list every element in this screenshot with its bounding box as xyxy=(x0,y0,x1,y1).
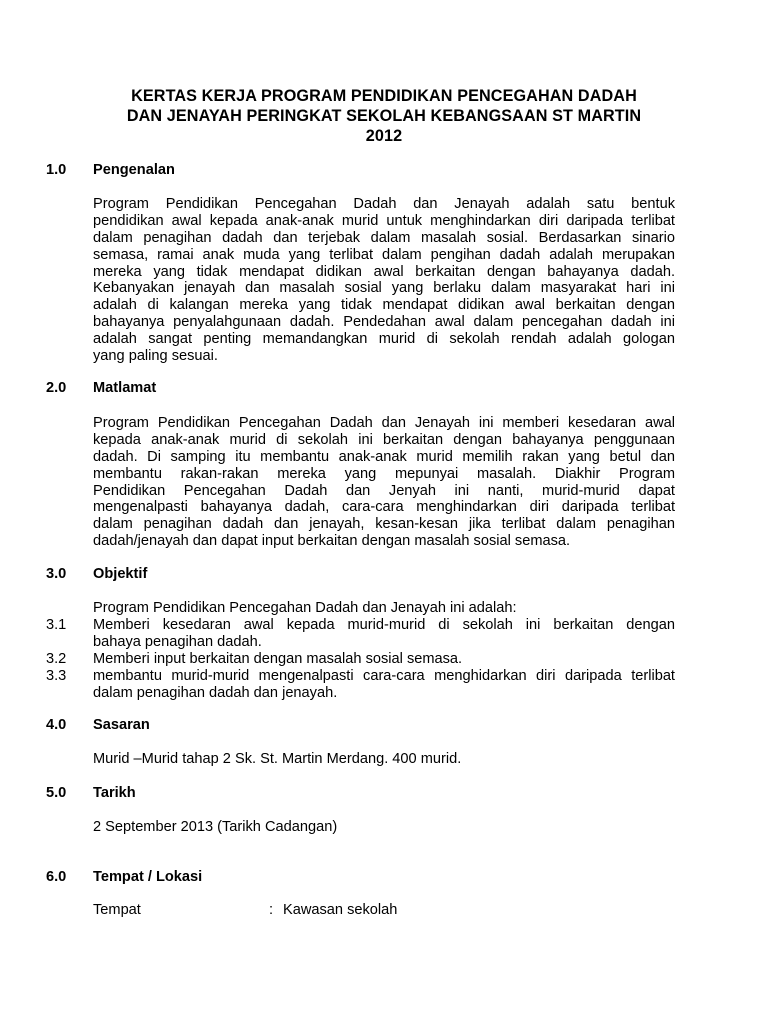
section-title: Sasaran xyxy=(93,717,150,733)
paragraph-line: dalam penagihan dadah dan jenayah, kesan-kesan jika terlibat dalam penagihan xyxy=(93,516,675,533)
paragraph-line: dadah/jenayah dan dapat input berkaitan dengan masalah sosial semasa. xyxy=(93,533,571,550)
section-number: 2.0 xyxy=(46,380,67,396)
objective-line: Memberi kesedaran awal kepada murid-murid di sekolah ini berkaitan dengan xyxy=(93,617,675,633)
paragraph-line: adalah di kalangan mereka yang tidak mendapat didikan awal berkaitan dengan xyxy=(93,297,675,314)
section-title: Tempat / Lokasi xyxy=(93,869,203,885)
paragraph-line: yang paling sesuai. xyxy=(93,348,218,365)
title-line-2: DAN JENAYAH PERINGKAT SEKOLAH KEBANGSAAN ST MARTIN xyxy=(126,107,642,125)
paragraph-line: membantu rakan-rakan mereka yang mepunyai masalah. Diakhir Program xyxy=(93,465,675,482)
objective-number: 3.2 xyxy=(46,651,67,667)
section-title: Pengenalan xyxy=(93,162,175,178)
objective-intro: Program Pendidikan Pencegahan Dadah dan Jenayah ini adalah: xyxy=(93,600,517,616)
section-title: Objektif xyxy=(93,566,148,582)
objective-line: Memberi input berkaitan dengan masalah sosial semasa. xyxy=(93,651,463,667)
objective-line: membantu murid-murid mengenalpasti cara-cara menghidarkan diri daripada terlibat xyxy=(93,668,675,684)
section-number: 6.0 xyxy=(46,869,67,885)
section-number: 5.0 xyxy=(46,785,67,801)
paragraph-line: Program Pendidikan Pencegahan Dadah dan Jenayah adalah satu bentuk xyxy=(93,196,675,212)
target-text: Murid –Murid tahap 2 Sk. St. Martin Merdang. 400 murid. xyxy=(93,751,462,767)
paragraph-line: pendidikan awal kepada anak-anak murid untuk menghindarkan diri daripada terlibat xyxy=(93,212,675,229)
paragraph-line: kepada anak-anak murid di sekolah ini berkaitan dengan bahayanya penggunaan xyxy=(93,431,675,448)
paragraph-line: dadah. Di samping itu membantu anak-anak murid memilih rakan yang betul dan xyxy=(93,448,675,465)
document-title xyxy=(92,86,676,146)
objective-number: 3.3 xyxy=(46,668,67,684)
section-6-heading xyxy=(46,869,676,886)
location-value: Kawasan sekolah xyxy=(283,902,398,918)
paragraph-line: Pendidikan Pencegahan Dadah dan Jenyah ini nanti, murid-murid dapat xyxy=(93,482,675,499)
objective-number: 3.1 xyxy=(46,617,67,633)
section-5-heading xyxy=(46,785,676,802)
section-number: 3.0 xyxy=(46,566,67,582)
section-number: 1.0 xyxy=(46,162,67,178)
objective-line: bahaya penagihan dadah. xyxy=(93,633,262,650)
section-2-paragraph xyxy=(93,415,675,550)
objective-line: dalam penagihan dadah dan jenayah. xyxy=(93,684,338,701)
paragraph-line: mengenalpasti bahayanya dadah, cara-cara menghindarkan diri daripada terlibat xyxy=(93,499,675,516)
title-line-1: KERTAS KERJA PROGRAM PENDIDIKAN PENCEGAHAN DADAH xyxy=(131,87,637,105)
section-title: Tarikh xyxy=(93,785,136,801)
paragraph-line: dalam penagihan dadah dan terjebak dalam masalah sosial. Berdasarkan sinario xyxy=(93,229,675,246)
section-4-heading xyxy=(46,717,676,734)
section-1-heading xyxy=(46,162,676,179)
location-label: Tempat xyxy=(93,902,141,918)
paragraph-line: bahayanya penyalahgunaan dadah. Pendedahan awal dalam pencegahan dadah ini xyxy=(93,314,675,331)
paragraph-line: mereka yang tidak mendapat didikan awal berkaitan dengan bahayanya dadah. xyxy=(93,263,675,280)
section-1-paragraph xyxy=(93,196,675,365)
paragraph-line: Program Pendidikan Pencegahan Dadah dan Jenayah ini memberi kesedaran awal xyxy=(93,415,675,431)
location-separator: : xyxy=(269,902,274,918)
section-3-heading xyxy=(46,566,676,583)
paragraph-line: Kebanyakan jenayah dan masalah sosial yang berlaku dalam masyarakat hari ini xyxy=(93,280,675,297)
section-title: Matlamat xyxy=(93,380,157,396)
section-2-heading xyxy=(46,380,676,397)
date-text: 2 September 2013 (Tarikh Cadangan) xyxy=(93,819,338,835)
paragraph-line: adalah sangat penting memandangkan murid di sekolah rendah adalah gologan xyxy=(93,331,675,348)
title-line-3: 2012 xyxy=(365,127,403,145)
section-number: 4.0 xyxy=(46,717,67,733)
paragraph-line: semasa, ramai anak muda yang terlibat dalam pengihan dadah adalah merupakan xyxy=(93,246,675,263)
